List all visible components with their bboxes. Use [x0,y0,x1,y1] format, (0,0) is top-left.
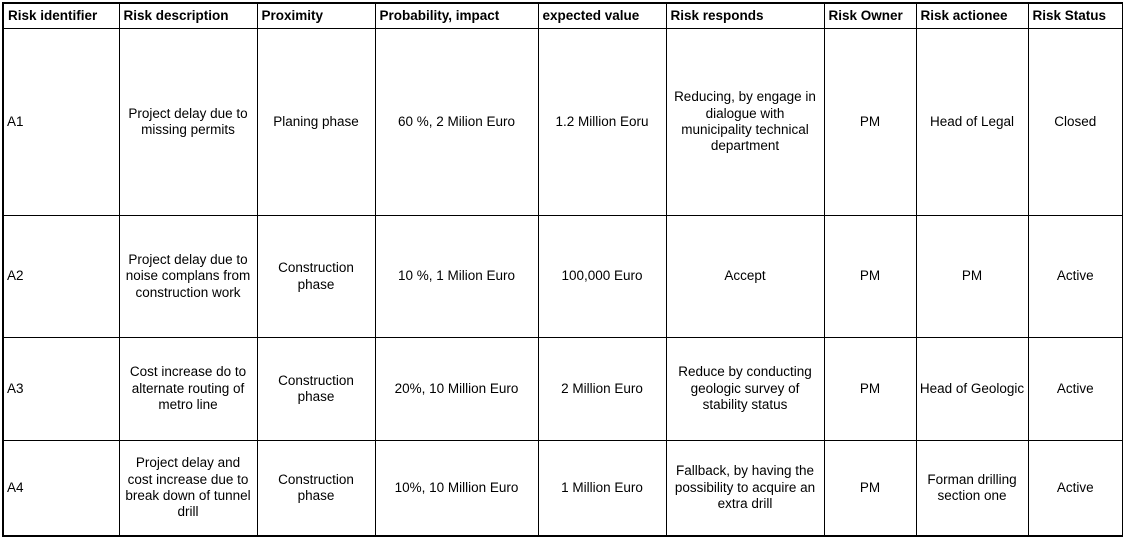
cell-expected-value: 1 Million Euro [538,441,666,537]
cell-risk-status: Active [1028,216,1123,338]
cell-risk-actionee: Head of Geologic [916,338,1028,441]
cell-risk-owner: PM [824,338,916,441]
cell-risk-description: Project delay due to missing permits [119,29,257,216]
column-header-risk-responds: Risk responds [666,3,824,29]
header-row [3,3,1123,29]
table-header [3,3,1123,29]
cell-risk-description: Project delay and cost increase due to break down of tunnel drill [119,441,257,537]
risk-register-table [2,2,1123,537]
column-header-proximity: Proximity [257,3,375,29]
cell-probability-impact: 60 %, 2 Milion Euro [375,29,538,216]
table-row [3,441,1123,537]
cell-risk-status: Active [1028,441,1123,537]
cell-proximity: Construction phase [257,216,375,338]
cell-risk-owner: PM [824,441,916,537]
cell-probability-impact: 10 %, 1 Milion Euro [375,216,538,338]
cell-proximity: Construction phase [257,338,375,441]
cell-probability-impact: 20%, 10 Million Euro [375,338,538,441]
cell-risk-owner: PM [824,29,916,216]
column-header-risk-owner: Risk Owner [824,3,916,29]
column-header-risk-actionee: Risk actionee [916,3,1028,29]
cell-probability-impact: 10%, 10 Million Euro [375,441,538,537]
risk-register-sheet [0,2,1123,527]
table-body [3,29,1123,537]
table-row [3,216,1123,338]
table-row [3,338,1123,441]
cell-expected-value: 1.2 Million Eoru [538,29,666,216]
cell-risk-actionee: Head of Legal [916,29,1028,216]
cell-expected-value: 2 Million Euro [538,338,666,441]
cell-risk-responds: Reduce by conducting geologic survey of stability status [666,338,824,441]
cell-expected-value: 100,000 Euro [538,216,666,338]
cell-risk-identifier: A1 [3,29,119,216]
column-header-expected-value: expected value [538,3,666,29]
cell-risk-identifier: A4 [3,441,119,537]
cell-risk-description: Cost increase do to alternate routing of metro line [119,338,257,441]
column-header-probability-impact: Probability, impact [375,3,538,29]
table-row [3,29,1123,216]
cell-risk-owner: PM [824,216,916,338]
cell-risk-responds: Fallback, by having the possibility to acquire an extra drill [666,441,824,537]
column-header-risk-description: Risk description [119,3,257,29]
column-header-risk-identifier: Risk identifier [3,3,119,29]
cell-risk-identifier: A3 [3,338,119,441]
cell-risk-status: Active [1028,338,1123,441]
column-header-risk-status: Risk Status [1028,3,1123,29]
cell-risk-actionee: Forman drilling section one [916,441,1028,537]
cell-proximity: Construction phase [257,441,375,537]
cell-risk-actionee: PM [916,216,1028,338]
cell-risk-description: Project delay due to noise complans from construction work [119,216,257,338]
cell-proximity: Planing phase [257,29,375,216]
cell-risk-status: Closed [1028,29,1123,216]
cell-risk-identifier: A2 [3,216,119,338]
cell-risk-responds: Reducing, by engage in dialogue with municipality technical department [666,29,824,216]
cell-risk-responds: Accept [666,216,824,338]
